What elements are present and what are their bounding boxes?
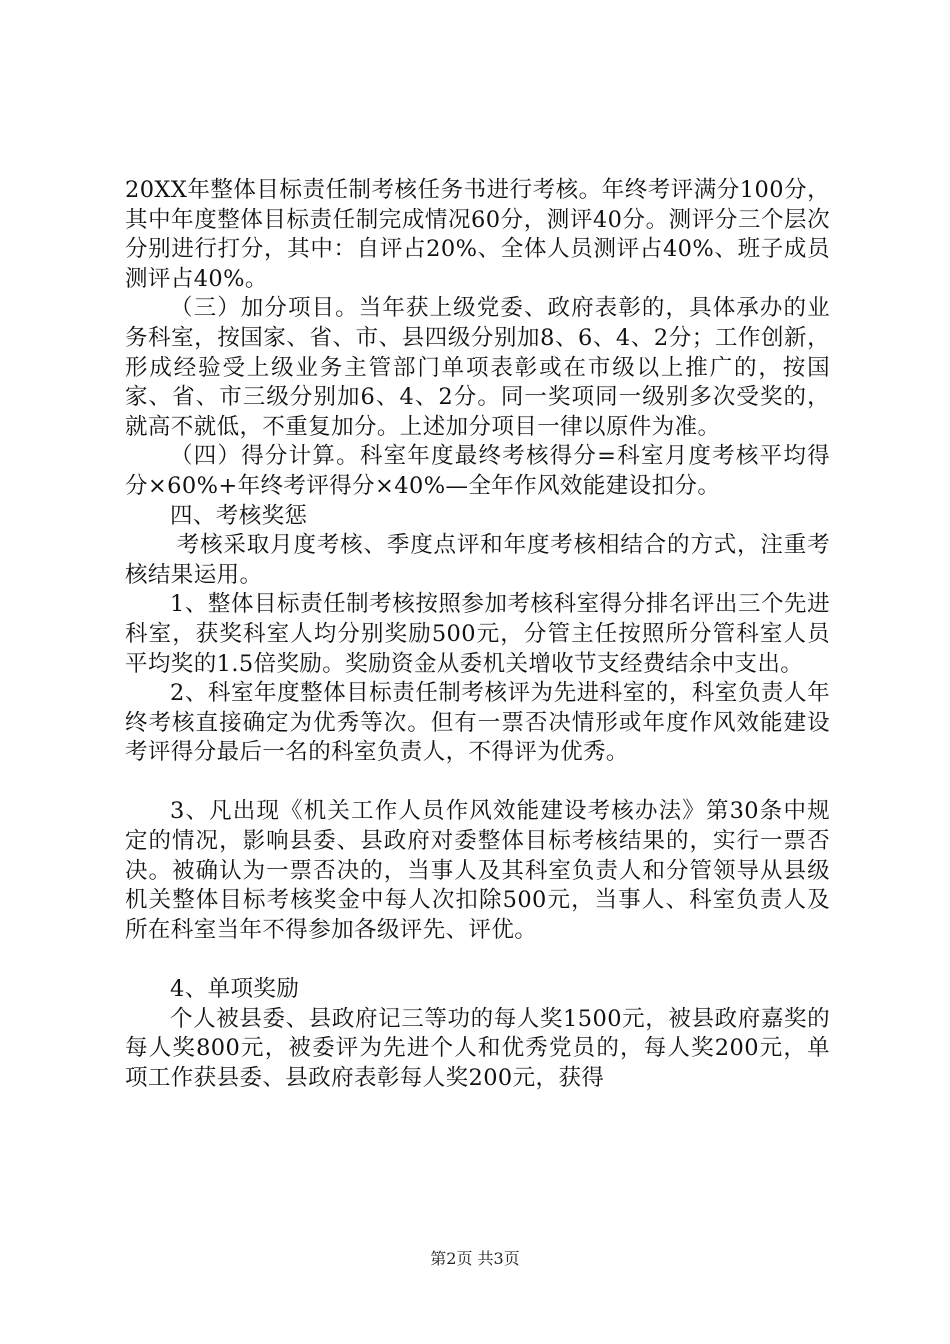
paragraph-7: 2、科室年度整体目标责任制考核评为先进科室的，科室负责人年终考核直接确定为优秀等次。但有一票否决情形或年度作风效能建设考评得分最后一名的科室负责人，不得评为优秀。 <box>125 680 830 766</box>
document-body <box>125 176 830 1093</box>
paragraph-6: 1、整体目标责任制考核按照参加考核科室得分排名评出三个先进科室，获奖科室人均分别奖励500元，分管主任按照所分管科室人员平均奖的1.5倍奖励。奖励资金从委机关增收节支经费结余中支出。 <box>125 591 830 677</box>
paragraph-gap <box>125 768 830 798</box>
paragraph-gap <box>125 945 830 975</box>
subheading-4: 4、单项奖励 <box>170 976 300 1003</box>
page-footer: 第2页 共3页 <box>430 1249 520 1268</box>
paragraph-10: 个人被县委、县政府记三等功的每人奖1500元，被县政府嘉奖的每人奖800元，被委评为先进个人和优秀党员的，每人奖200元，单项工作获县委、县政府表彰每人奖200元，获得 <box>125 1005 830 1091</box>
paragraph-1: 20XX年整体目标责任制考核任务书进行考核。年终考评满分100分，其中年度整体目标责任制完成情况60分，测评40分。测评分三个层次分别进行打分，其中：自评占20%、全体人员测评占40%、班子成员测评占40%。 <box>125 177 830 292</box>
section-heading-4: 四、考核奖惩 <box>170 502 308 529</box>
paragraph-3: （四）得分计算。科室年度最终考核得分=科室月度考核平均得分×60%+年终考评得分×40%—全年作风效能建设扣分。 <box>125 443 830 499</box>
paragraph-8: 3、凡出现《机关工作人员作风效能建设考核办法》第30条中规定的情况，影响县委、县政府对委整体目标考核结果的，实行一票否决。被确认为一票否决的，当事人及其科室负责人和分管领导从县级机关整体目标考核奖金中每人次扣除500元，当事人、科室负责人及所在科室当年不得参加各级评先、评优。 <box>125 798 830 943</box>
paragraph-5: 考核采取月度考核、季度点评和年度考核相结合的方式，注重考核结果运用。 <box>125 532 830 588</box>
paragraph-2: （三）加分项目。当年获上级党委、政府表彰的，具体承办的业务科室，按国家、省、市、县四级分别加8、6、4、2分；工作创新，形成经验受上级业务主管部门单项表彰或在市级以上推广的，按国家、省、市三级分别加6、4、2分。同一奖项同一级别多次受奖的，就高不就低，不重复加分。上述加分项目一律以原件为准。 <box>125 295 830 440</box>
